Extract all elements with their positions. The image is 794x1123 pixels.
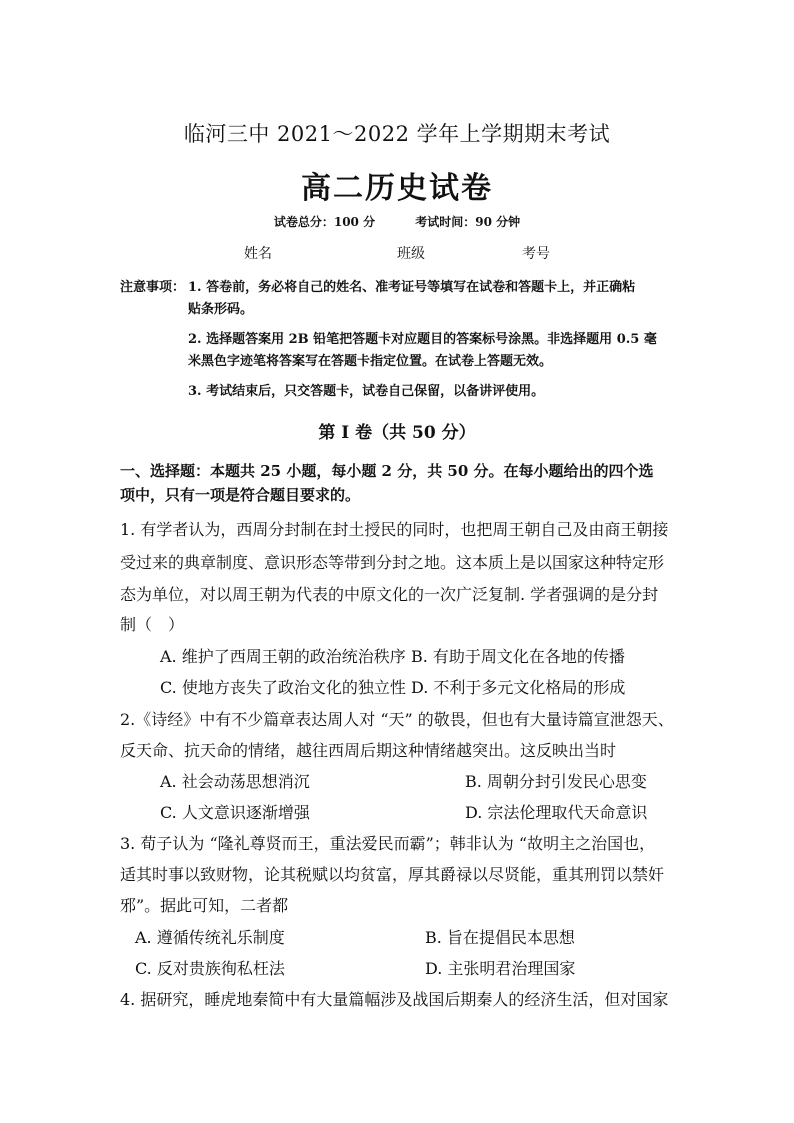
q3-line2: 适其时事以致财物，论其税赋以均贫富，厚其爵禄以尽贤能，重其刑罚以禁奸 [120,865,665,884]
q1-line3: 态为单位，对以周王朝为代表的中原文化的一次广泛复制. 学者强调的是分封 [120,585,659,604]
instructions-line2: 项中，只有一项是符合题目要求的。 [120,486,361,504]
q1-line4: 制（ ） [120,615,185,634]
total-score: 试卷总分：100 分 [273,215,376,229]
q1-option-a: A. 维护了西周王朝的政治统治秩序 [160,647,406,666]
field-number-label: 考号 [522,246,550,262]
section-title: 第 Ⅰ 卷（共 50 分） [318,423,476,443]
q3-option-c: C. 反对贵族徇私枉法 [135,959,285,978]
notice-item1-line2: 贴条形码。 [188,302,254,317]
q3-line1: 3. 荀子认为 “隆礼尊贤而王，重法爱民而霸”；韩非认为 “故明主之治国也， [120,834,656,853]
instructions-line1: 一、选择题：本题共 25 小题，每小题 2 分，共 50 分。在每小题给出的四个选 [120,462,654,480]
q2-line2: 反天命、抗天命的情绪，越往西周后期这种情绪越突出。这反映出当时 [120,741,617,760]
q1-option-c: C. 使地方丧失了政治文化的独立性 [160,678,406,697]
q1-option-d: D. 不利于多元文化格局的形成 [411,678,626,697]
q1-line2: 受过来的典章制度、意识形态等带到分封之地。这本质上是以国家这种特定形 [120,553,665,572]
q1-option-b: B. 有助于周文化在各地的传播 [411,647,625,666]
q3-option-a: A. 遵循传统礼乐制度 [135,928,285,947]
notice-item2-line1: 2. 选择题答案用 2B 铅笔把答题卡对应题目的答案标号涂黑。非选择题用 0.5 毫 [188,332,657,347]
q3-option-d: D. 主张明君治理国家 [425,959,576,978]
q3-option-b: B. 旨在提倡民本思想 [425,928,575,947]
field-name-label: 姓名 [244,246,272,262]
notice-label: 注意事项： [120,280,186,295]
field-class-label: 班级 [397,246,425,262]
notice-item2-line2: 米黑色字迹笔将答案写在答题卡指定位置。在试卷上答题无效。 [188,354,553,369]
notice-item1-line1: 1. 答卷前，务必将自己的姓名、准考证号等填写在试卷和答题卡上，并正确粘 [188,280,636,295]
notice-item3: 3. 考试结束后，只交答题卡，试卷自己保留，以备讲评使用。 [188,384,545,399]
q2-option-d: D. 宗法伦理取代天命意识 [465,803,648,822]
q4-line1: 4. 据研究，睡虎地秦简中有大量篇幅涉及战国后期秦人的经济生活，但对国家 [120,990,669,1009]
q2-line1: 2.《诗经》中有不少篇章表达周人对 “天” 的敬畏，但也有大量诗篇宣泄怨天、 [120,710,674,729]
exam-meta [0,213,794,230]
q1-line1: 1. 有学者认为，西周分封制在封土授民的同时，也把周王朝自己及由商王朝接 [120,520,669,539]
exam-title-line1: 临河三中 2021～2022 学年上学期期末考试 [183,122,611,146]
q2-option-b: B. 周朝分封引发民心思变 [465,772,647,791]
q3-line3: 邪”。据此可知，二者都 [120,896,289,915]
exam-time: 考试时间：90 分钟 [415,215,521,229]
q2-option-c: C. 人文意识逐渐增强 [160,803,310,822]
exam-title-subject: 高二历史试卷 [301,171,493,206]
q2-option-a: A. 社会动荡思想消沉 [160,772,310,791]
